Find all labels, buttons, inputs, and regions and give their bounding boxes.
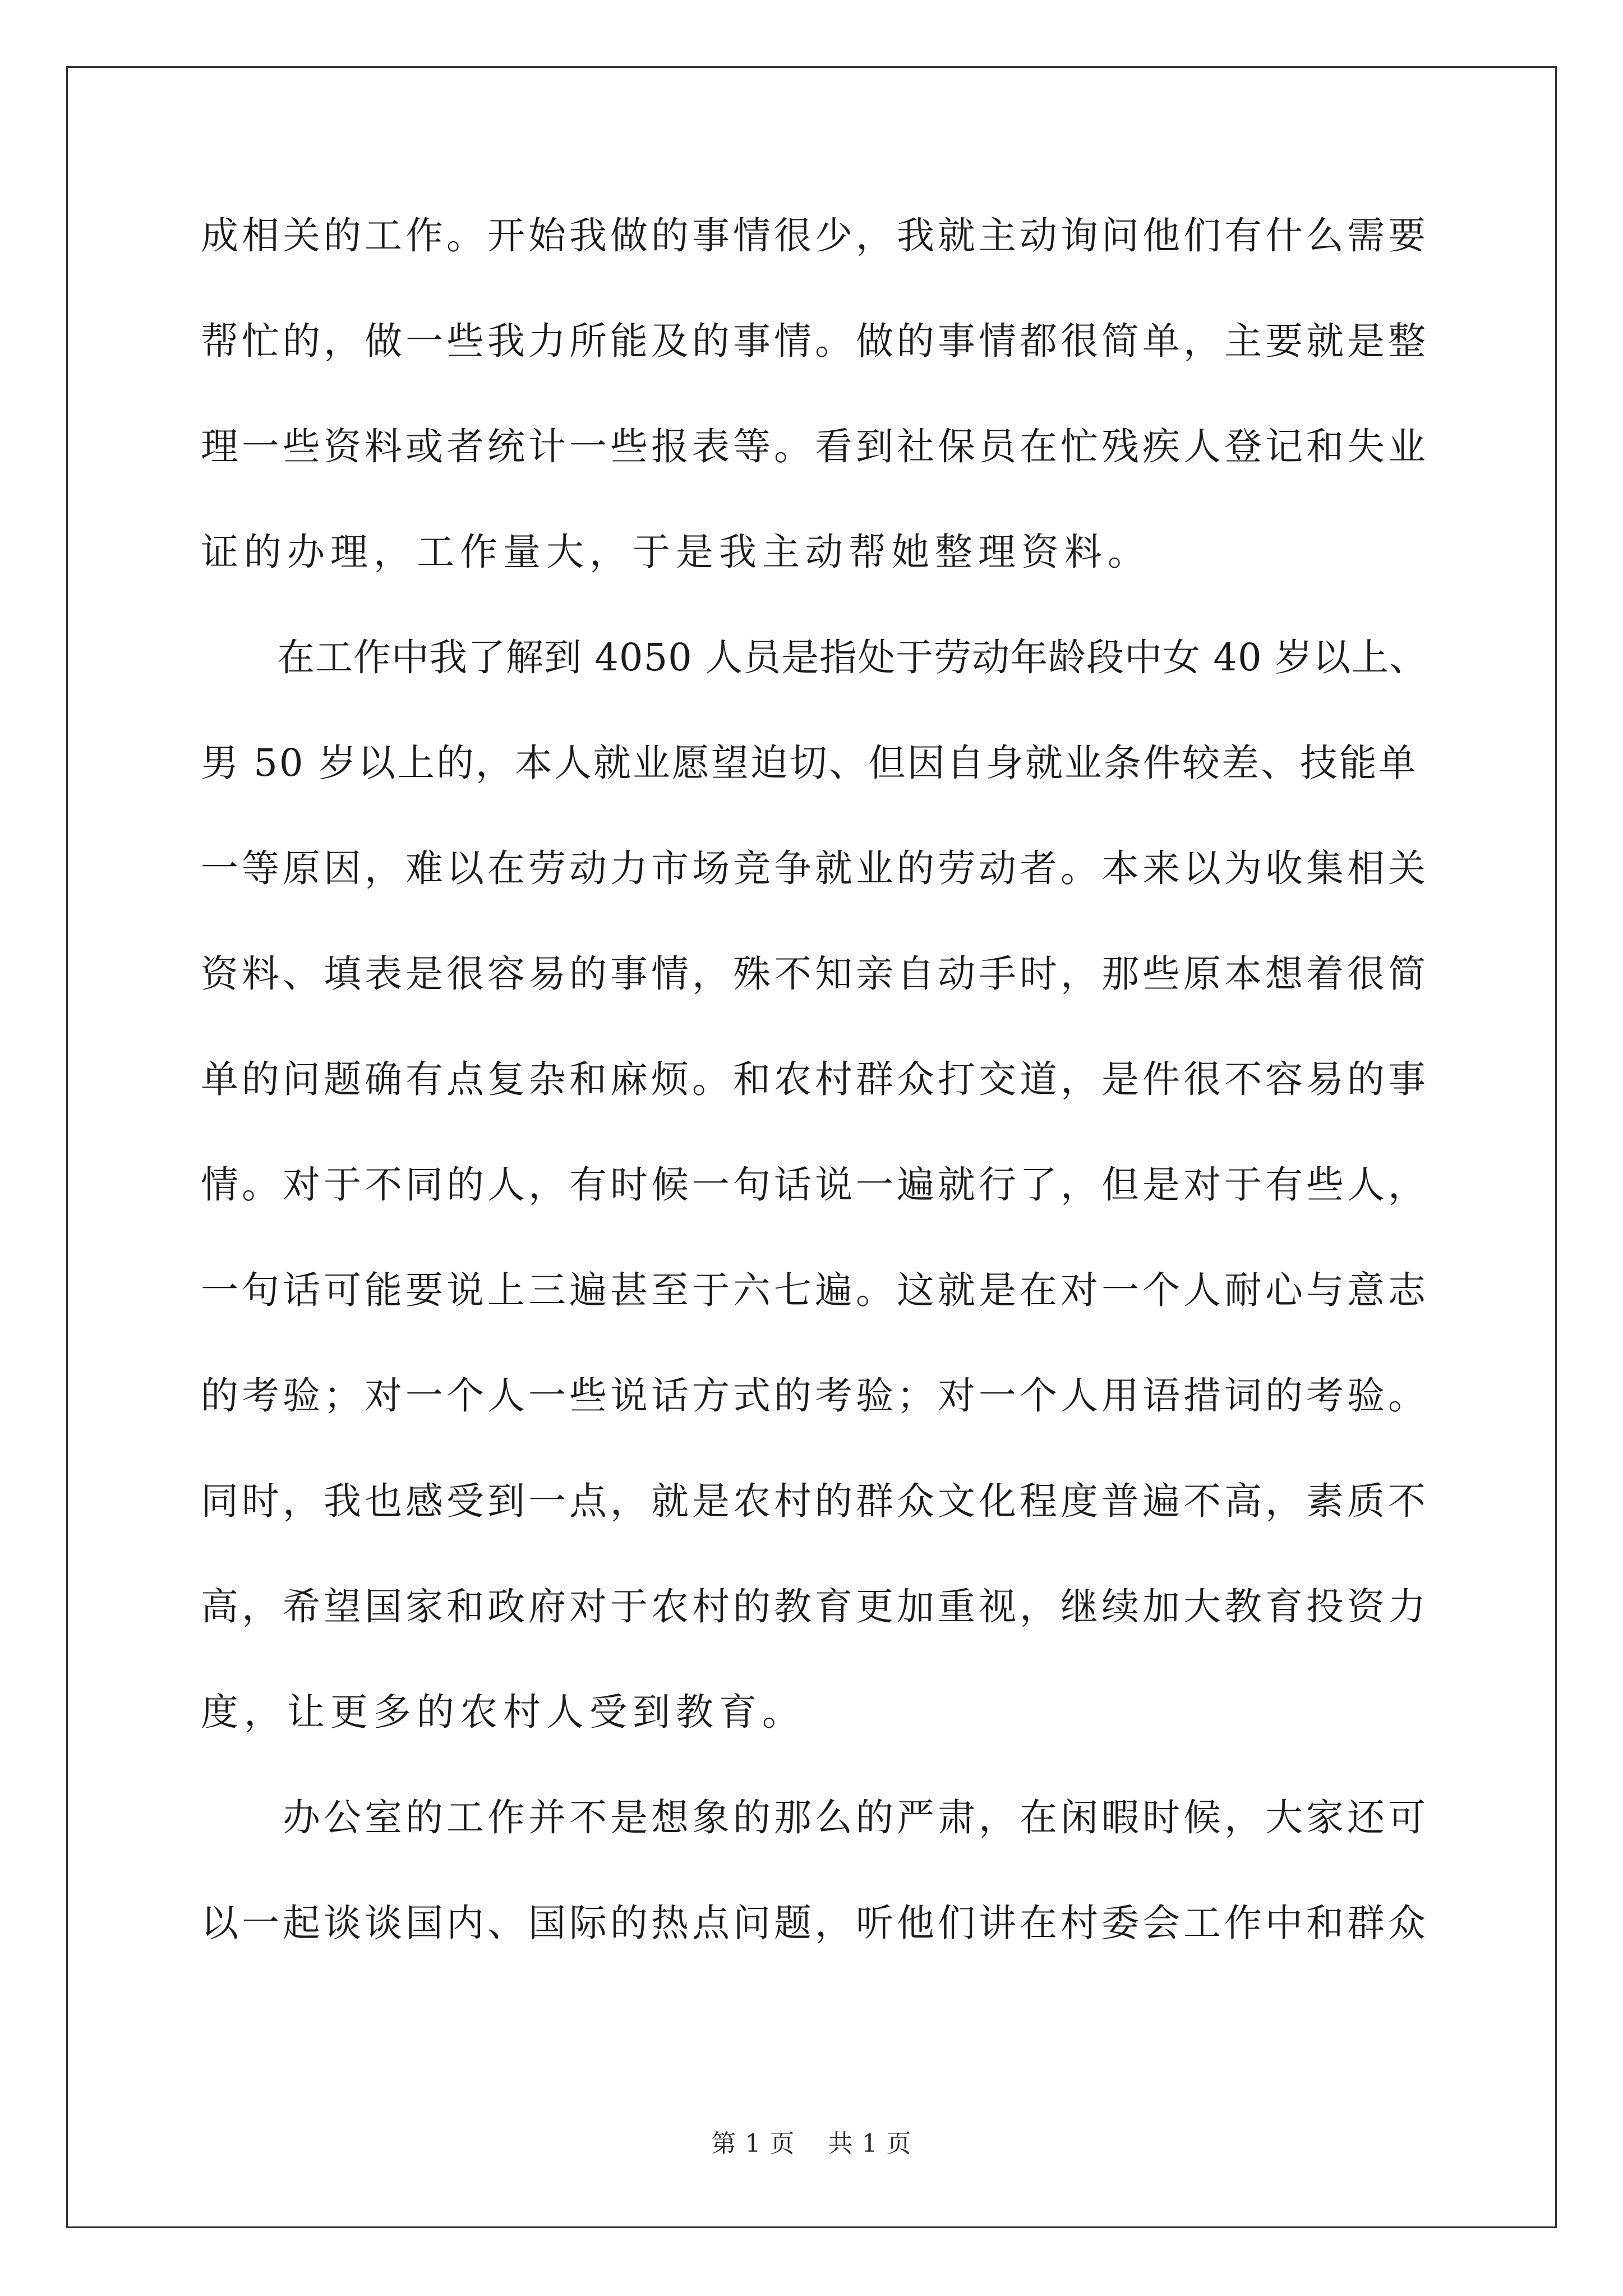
- text-line: 情。对于不同的人，有时候一句话说一遍就行了，但是对于有些人，: [201, 1163, 1429, 1207]
- text-line: 办公室的工作并不是想象的那么的严肃，在闲暇时候，大家还可: [201, 1796, 1429, 1839]
- paragraph-3: [201, 1796, 1429, 2012]
- text-line: 以一起谈谈国内、国际的热点问题，听他们讲在村委会工作中和群众: [201, 1901, 1429, 1945]
- text-line: 同时，我也感受到一点，就是农村的群众文化程度普遍不高，素质不: [201, 1479, 1429, 1523]
- text-line: 男 50 岁以上的，本人就业愿望迫切、但因自身就业条件较差、技能单: [201, 741, 1418, 785]
- page-total: 共 1 页: [828, 2129, 912, 2158]
- text-line: 高，希望国家和政府对于农村的教育更加重视，继续加大教育投资力: [201, 1585, 1429, 1628]
- text-line: 的考验；对一个人一些说话方式的考验；对一个人用语措词的考验。: [201, 1374, 1429, 1418]
- text-line: 理一些资料或者统计一些报表等。看到社保员在忙残疾人登记和失业: [201, 425, 1429, 468]
- text-line: 单的问题确有点复杂和麻烦。和农村群众打交道，是件很不容易的事: [201, 1057, 1429, 1101]
- paragraph-1: [201, 214, 1429, 641]
- text-line: 在工作中我了解到 4050 人员是指处于劳动年龄段中女 40 岁以上、: [201, 636, 1427, 679]
- text-line: 帮忙的，做一些我力所能及的事情。做的事情都很简单，主要就是整: [201, 319, 1429, 363]
- text-line: 度，让更多的农村人受到教育。: [201, 1690, 805, 1734]
- document-body: [201, 214, 1429, 2012]
- text-line: 一等原因，难以在劳动力市场竞争就业的劳动者。本来以为收集相关: [201, 846, 1429, 890]
- paragraph-2: [201, 636, 1429, 1801]
- text-line: 资料、填表是很容易的事情，殊不知亲自动手时，那些原本想着很简: [201, 952, 1429, 996]
- text-line: 一句话可能要说上三遍甚至于六七遍。这就是在对一个人耐心与意志: [201, 1268, 1429, 1312]
- text-line: 证的办理，工作量大，于是我主动帮她整理资料。: [201, 530, 1151, 574]
- page-footer: [0, 2123, 1623, 2159]
- page-number: 第 1 页: [711, 2129, 795, 2158]
- text-line: 成相关的工作。开始我做的事情很少，我就主动询问他们有什么需要: [201, 214, 1429, 257]
